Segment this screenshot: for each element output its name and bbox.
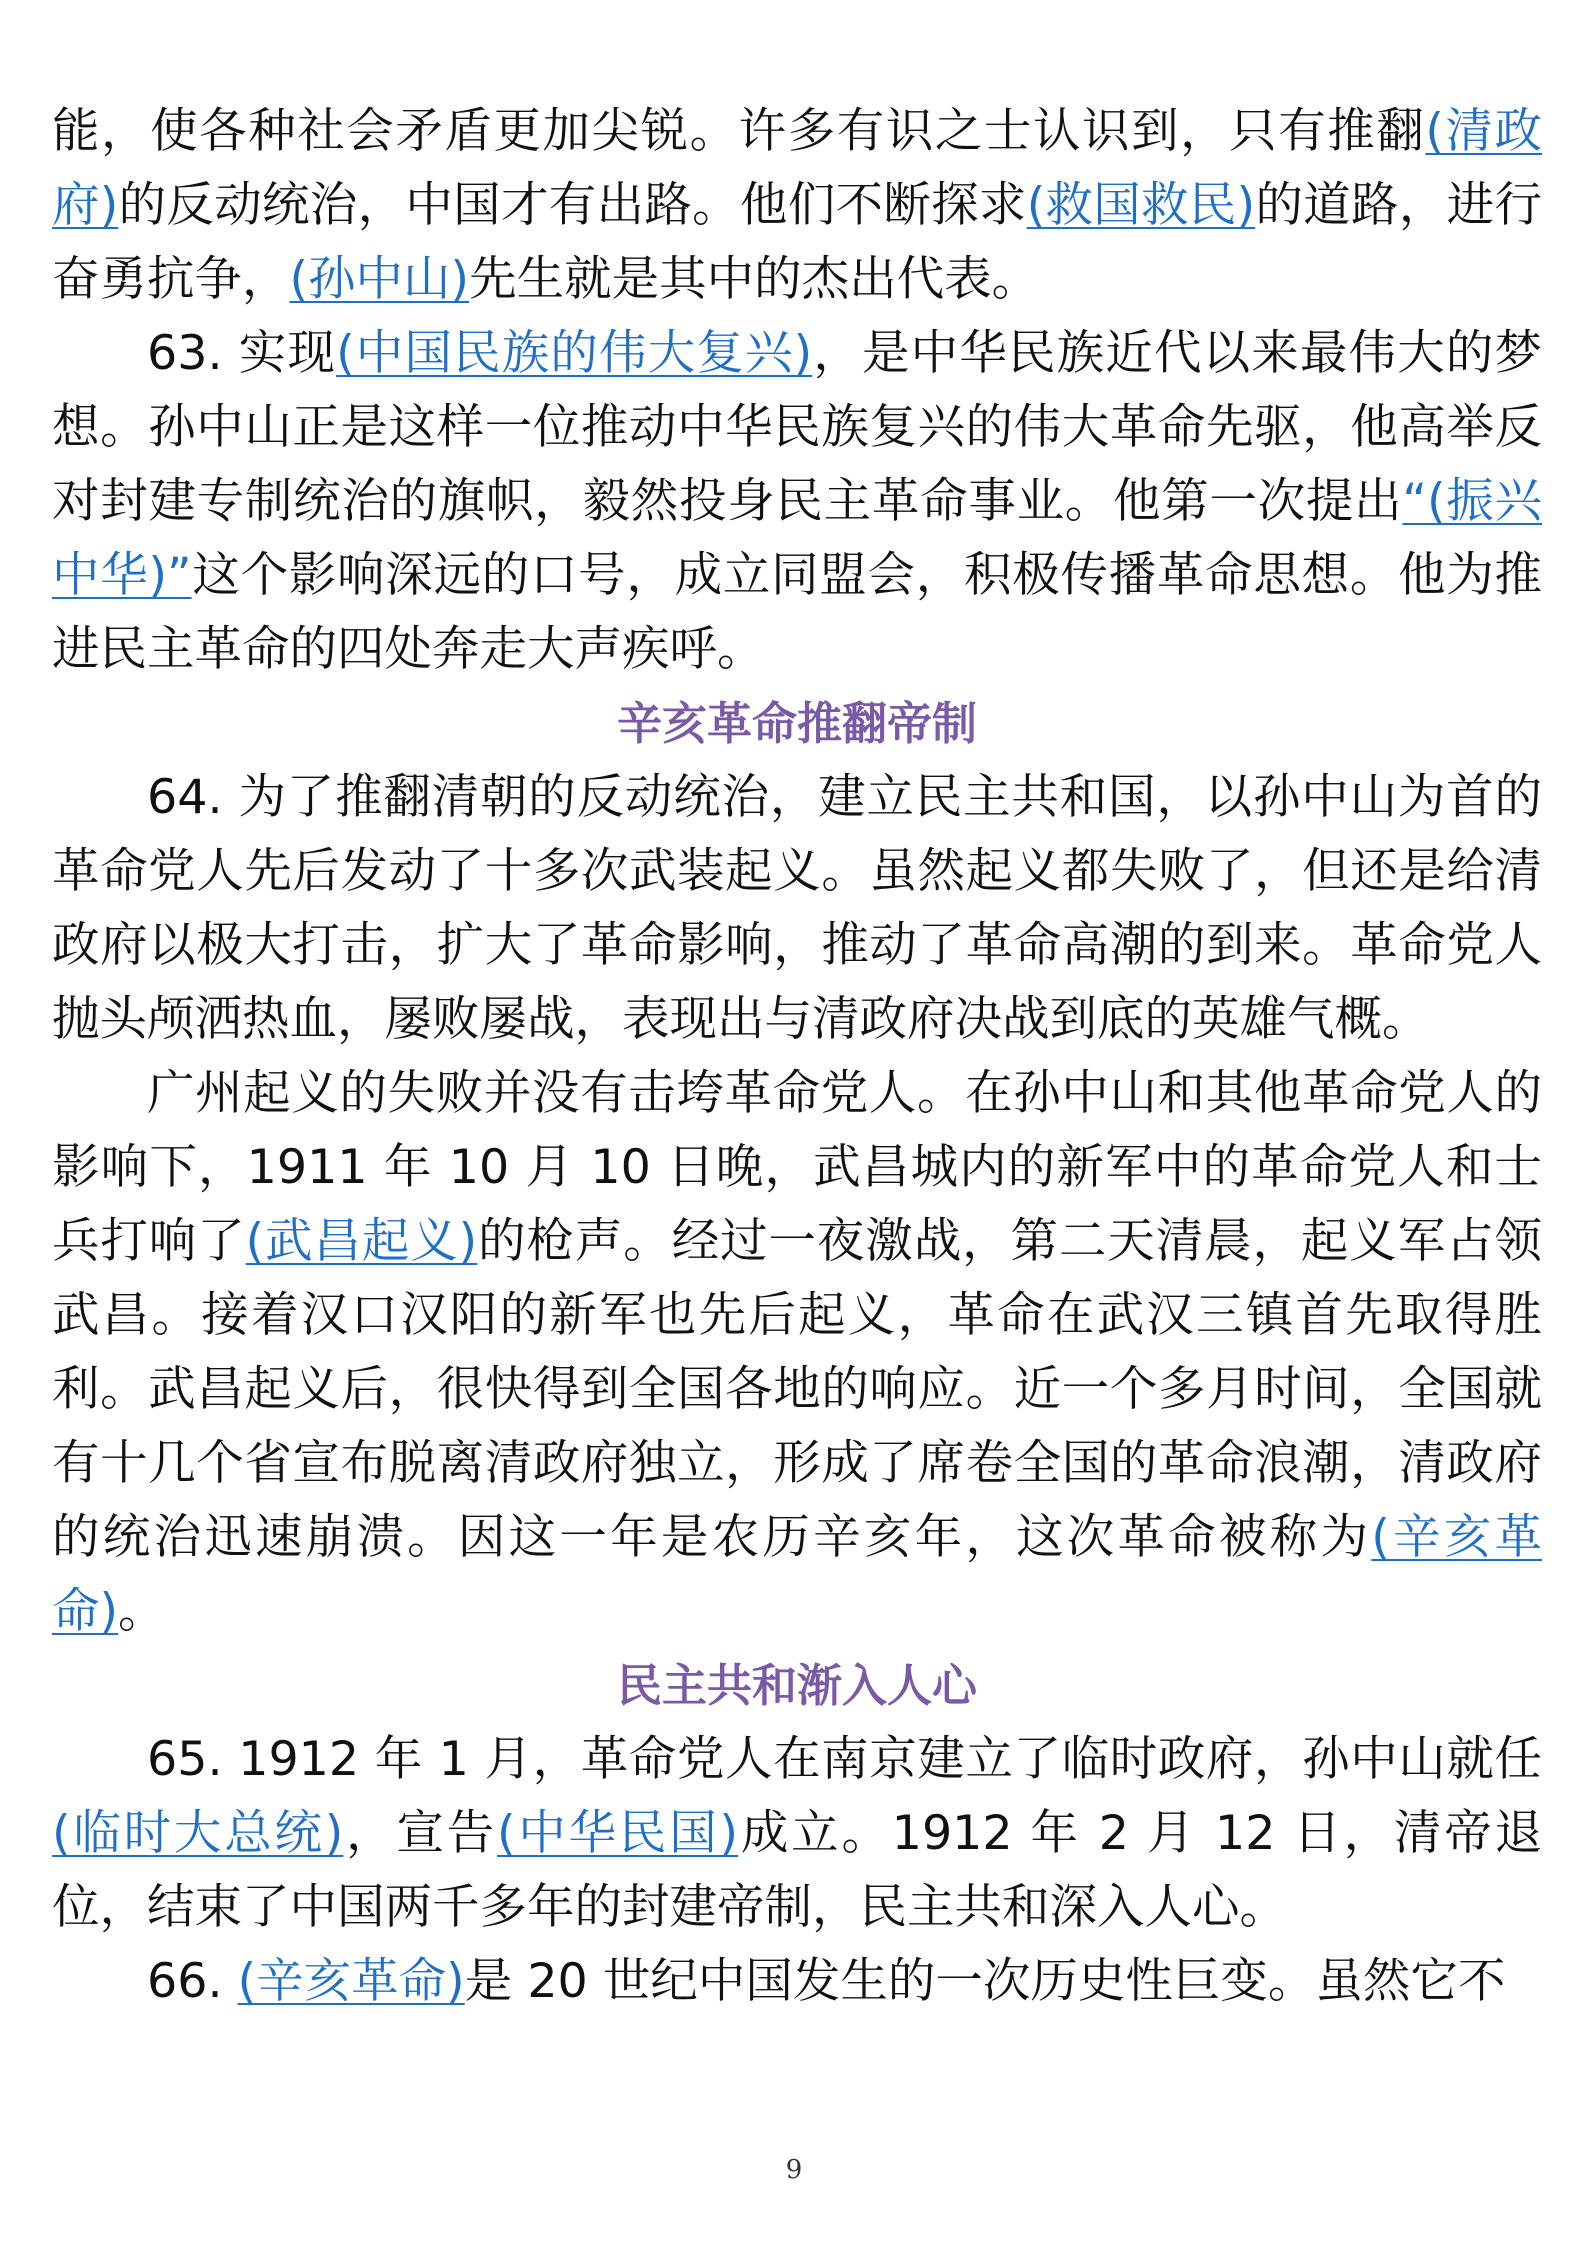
answer-blank: (孙中山) [289, 252, 470, 307]
answer-blank: (清政府) [52, 104, 1542, 233]
document-body [52, 95, 1542, 2019]
answer-blank: (中华民国) [497, 1806, 739, 1861]
paragraph-66: 66. (辛亥革命)是 20 世纪中国发生的一次历史性巨变。虽然它不 [147, 1954, 1506, 2009]
section-heading: 民主共和渐入人心 [616, 1659, 977, 1712]
paragraph-64: 64. 为了推翻清朝的反动统治，建立民主共和国，以孙中山为首的革命党人先后发动了十多次武装起义。虽然起义都失败了，但还是给清政府以极大打击，扩大了革命影响，推动了革命高潮的到来。革命党人抛头颅洒热血，屡败屡战，表现出与清政府决战到底的英雄气概。 [52, 770, 1542, 1047]
answer-blank: “(振兴中华)” [52, 474, 1543, 603]
section-heading: 辛亥革命推翻帝制 [616, 697, 977, 750]
answer-blank: (临时大总统) [52, 1806, 344, 1861]
answer-blank: (辛亥革命) [52, 1510, 1543, 1639]
paragraph-wuchang-uprising: 广州起义的失败并没有击垮革命党人。在孙中山和其他革命党人的影响下，1911 年 10 月 10 日晚，武昌城内的新军中的革命党人和士兵打响了(武昌起义)的枪声。经过一夜激战，第二天清晨，起义军占领武昌。接着汉口汉阳的新军也先后起义，革命在武汉三镇首先取得胜利。武昌起义后，很快得到全国各地的响应。近一个多月时间，全国就有十几个省宣布脱离清政府独立，形成了席卷全国的革命浪潮，清政府的统治迅速崩溃。因这一年是农历辛亥年，这次革命被称为(辛亥革命)。 [52, 1066, 1543, 1639]
paragraph-65: 65. 1912 年 1 月，革命党人在南京建立了临时政府，孙中山就任(临时大总统)，宣告(中华民国)成立。1912 年 2 月 12 日，清帝退位，结束了中国两千多年的封建帝制，民主共和深入人心。 [52, 1732, 1543, 1935]
page-number: 9 [785, 2155, 803, 2185]
answer-blank: (武昌起义) [245, 1214, 478, 1269]
paragraph-63: 63. 实现(中国民族的伟大复兴)，是中华民族近代以来最伟大的梦想。孙中山正是这样一位推动中华民族复兴的伟大革命先驱，他高举反对封建专制统治的旗帜，毅然投身民主革命事业。他第一次提出“(振兴中华)”这个影响深远的口号，成立同盟会，积极传播革命思想。他为推进民主革命的四处奔走大声疾呼。 [52, 326, 1543, 677]
answer-blank: (辛亥革命) [237, 1954, 465, 2009]
answer-blank: (救国救民) [1026, 178, 1256, 233]
answer-blank: (中国民族的伟大复兴) [336, 326, 813, 381]
paragraph-62-continued: 能，使各种社会矛盾更加尖锐。许多有识之士认识到，只有推翻(清政府)的反动统治，中国才有出路。他们不断探求(救国救民)的道路，进行奋勇抗争，(孙中山)先生就是其中的杰出代表。 [52, 104, 1542, 307]
